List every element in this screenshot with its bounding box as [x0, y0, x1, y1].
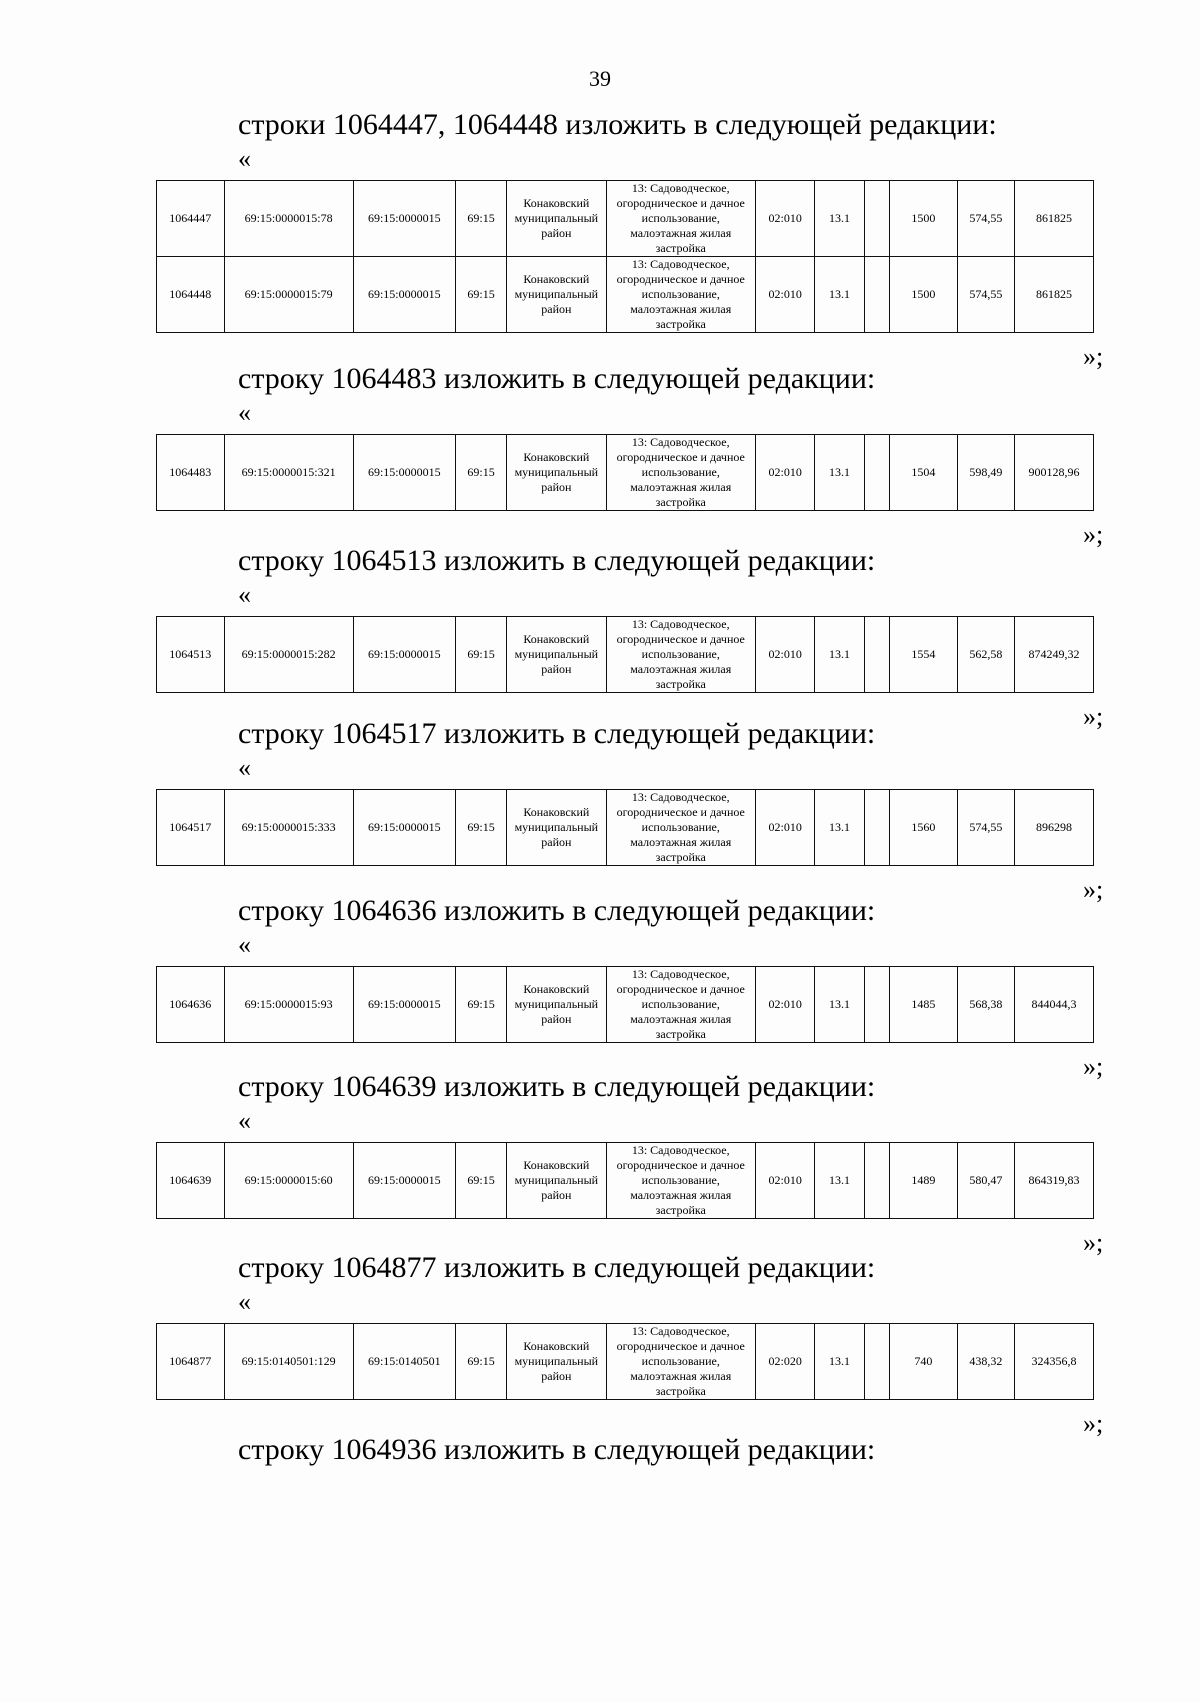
empty-cell-cell [864, 617, 890, 693]
municipality-cell: Конаковский муниципальный район [507, 1324, 606, 1400]
closing-quote: »; [1083, 342, 1104, 371]
segment-code-cell: 13.1 [815, 257, 864, 333]
row-number-cell: 1064447 [157, 181, 225, 257]
section-heading: строку 1064639 изложить в следующей редакции: [238, 1070, 876, 1103]
table-row [157, 181, 1094, 257]
table-row [157, 967, 1094, 1043]
municipality-cell: Конаковский муниципальный район [507, 967, 606, 1043]
municipality-cell: Конаковский муниципальный район [507, 617, 606, 693]
empty-cell-cell [864, 1143, 890, 1219]
table-row [157, 435, 1094, 511]
specific-value-cell: 574,55 [957, 790, 1014, 866]
cadastral-number-cell: 69:15:0140501:129 [224, 1324, 353, 1400]
opening-quote: « [238, 753, 251, 782]
table-row [157, 617, 1094, 693]
area-cell: 740 [890, 1324, 958, 1400]
section-heading: строку 1064877 изложить в следующей редакции: [238, 1251, 876, 1284]
cadastral-block-cell: 69:15:0000015 [353, 1143, 455, 1219]
cadastral-district-cell: 69:15 [455, 181, 506, 257]
land-plot-table [156, 180, 1094, 333]
page-number: 39 [589, 66, 611, 91]
row-number-cell: 1064513 [157, 617, 225, 693]
land-use-group-cell: 13: Садоводческое, огородническое и дачное использование, малоэтажная жилая застройка [606, 181, 756, 257]
zone-code-cell: 02:010 [756, 790, 815, 866]
row-number-cell: 1064877 [157, 1324, 225, 1400]
closing-quote: »; [1083, 1409, 1104, 1438]
segment-code-cell: 13.1 [815, 181, 864, 257]
specific-value-cell: 438,32 [957, 1324, 1014, 1400]
cadastral-value-cell: 864319,83 [1015, 1143, 1094, 1219]
opening-quote: « [238, 1106, 251, 1135]
table-row [157, 257, 1094, 333]
empty-cell-cell [864, 790, 890, 866]
closing-quote: »; [1083, 1052, 1104, 1081]
opening-quote: « [238, 580, 251, 609]
land-use-group-cell: 13: Садоводческое, огородническое и дачное использование, малоэтажная жилая застройка [606, 967, 756, 1043]
segment-code-cell: 13.1 [815, 1143, 864, 1219]
specific-value-cell: 562,58 [957, 617, 1014, 693]
land-use-group-cell: 13: Садоводческое, огородническое и дачное использование, малоэтажная жилая застройка [606, 790, 756, 866]
specific-value-cell: 568,38 [957, 967, 1014, 1043]
cadastral-district-cell: 69:15 [455, 790, 506, 866]
zone-code-cell: 02:010 [756, 435, 815, 511]
zone-code-cell: 02:010 [756, 257, 815, 333]
specific-value-cell: 574,55 [957, 181, 1014, 257]
municipality-cell: Конаковский муниципальный район [507, 1143, 606, 1219]
land-use-group-cell: 13: Садоводческое, огородническое и дачное использование, малоэтажная жилая застройка [606, 617, 756, 693]
section-heading: строку 1064636 изложить в следующей редакции: [238, 894, 876, 927]
cadastral-number-cell: 69:15:0000015:60 [224, 1143, 353, 1219]
opening-quote: « [238, 1287, 251, 1316]
area-cell: 1485 [890, 967, 958, 1043]
closing-quote: »; [1083, 520, 1104, 549]
land-use-group-cell: 13: Садоводческое, огородническое и дачное использование, малоэтажная жилая застройка [606, 257, 756, 333]
zone-code-cell: 02:010 [756, 617, 815, 693]
cadastral-value-cell: 874249,32 [1015, 617, 1094, 693]
cadastral-block-cell: 69:15:0140501 [353, 1324, 455, 1400]
area-cell: 1560 [890, 790, 958, 866]
cadastral-value-cell: 900128,96 [1015, 435, 1094, 511]
cadastral-block-cell: 69:15:0000015 [353, 181, 455, 257]
cadastral-value-cell: 861825 [1015, 181, 1094, 257]
opening-quote: « [238, 398, 251, 427]
opening-quote: « [238, 144, 251, 173]
closing-quote: »; [1083, 1228, 1104, 1257]
specific-value-cell: 580,47 [957, 1143, 1014, 1219]
cadastral-block-cell: 69:15:0000015 [353, 967, 455, 1043]
specific-value-cell: 574,55 [957, 257, 1014, 333]
land-plot-table [156, 789, 1094, 866]
segment-code-cell: 13.1 [815, 617, 864, 693]
zone-code-cell: 02:010 [756, 181, 815, 257]
cadastral-value-cell: 324356,8 [1015, 1324, 1094, 1400]
cadastral-block-cell: 69:15:0000015 [353, 257, 455, 333]
cadastral-district-cell: 69:15 [455, 435, 506, 511]
cadastral-value-cell: 861825 [1015, 257, 1094, 333]
land-plot-table [156, 1142, 1094, 1219]
section-heading: строку 1064483 изложить в следующей редакции: [238, 362, 876, 395]
municipality-cell: Конаковский муниципальный район [507, 257, 606, 333]
row-number-cell: 1064448 [157, 257, 225, 333]
cadastral-value-cell: 844044,3 [1015, 967, 1094, 1043]
cadastral-block-cell: 69:15:0000015 [353, 435, 455, 511]
cadastral-district-cell: 69:15 [455, 967, 506, 1043]
table-row [157, 1143, 1094, 1219]
row-number-cell: 1064636 [157, 967, 225, 1043]
cadastral-district-cell: 69:15 [455, 1143, 506, 1219]
area-cell: 1504 [890, 435, 958, 511]
empty-cell-cell [864, 257, 890, 333]
row-number-cell: 1064639 [157, 1143, 225, 1219]
empty-cell-cell [864, 967, 890, 1043]
cadastral-number-cell: 69:15:0000015:79 [224, 257, 353, 333]
municipality-cell: Конаковский муниципальный район [507, 435, 606, 511]
segment-code-cell: 13.1 [815, 435, 864, 511]
land-plot-table [156, 434, 1094, 511]
specific-value-cell: 598,49 [957, 435, 1014, 511]
cadastral-district-cell: 69:15 [455, 257, 506, 333]
land-plot-table [156, 1323, 1094, 1400]
row-number-cell: 1064517 [157, 790, 225, 866]
cadastral-number-cell: 69:15:0000015:282 [224, 617, 353, 693]
empty-cell-cell [864, 1324, 890, 1400]
municipality-cell: Конаковский муниципальный район [507, 181, 606, 257]
land-use-group-cell: 13: Садоводческое, огородническое и дачное использование, малоэтажная жилая застройка [606, 435, 756, 511]
segment-code-cell: 13.1 [815, 790, 864, 866]
area-cell: 1489 [890, 1143, 958, 1219]
area-cell: 1500 [890, 181, 958, 257]
empty-cell-cell [864, 435, 890, 511]
section-heading: строки 1064447, 1064448 изложить в следующей редакции: [238, 108, 997, 141]
zone-code-cell: 02:010 [756, 967, 815, 1043]
empty-cell-cell [864, 181, 890, 257]
table-row [157, 1324, 1094, 1400]
land-plot-table [156, 616, 1094, 693]
table-row [157, 790, 1094, 866]
cadastral-number-cell: 69:15:0000015:78 [224, 181, 353, 257]
land-plot-table [156, 966, 1094, 1043]
cadastral-number-cell: 69:15:0000015:93 [224, 967, 353, 1043]
row-number-cell: 1064483 [157, 435, 225, 511]
land-use-group-cell: 13: Садоводческое, огородническое и дачное использование, малоэтажная жилая застройка [606, 1143, 756, 1219]
cadastral-block-cell: 69:15:0000015 [353, 617, 455, 693]
section-heading: строку 1064517 изложить в следующей редакции: [238, 717, 876, 750]
closing-quote: »; [1083, 702, 1104, 731]
opening-quote: « [238, 930, 251, 959]
segment-code-cell: 13.1 [815, 1324, 864, 1400]
cadastral-district-cell: 69:15 [455, 617, 506, 693]
zone-code-cell: 02:010 [756, 1143, 815, 1219]
segment-code-cell: 13.1 [815, 967, 864, 1043]
land-use-group-cell: 13: Садоводческое, огородническое и дачное использование, малоэтажная жилая застройка [606, 1324, 756, 1400]
closing-quote: »; [1083, 875, 1104, 904]
cadastral-district-cell: 69:15 [455, 1324, 506, 1400]
area-cell: 1554 [890, 617, 958, 693]
section-heading: строку 1064936 изложить в следующей редакции: [238, 1433, 876, 1466]
cadastral-number-cell: 69:15:0000015:321 [224, 435, 353, 511]
cadastral-value-cell: 896298 [1015, 790, 1094, 866]
cadastral-number-cell: 69:15:0000015:333 [224, 790, 353, 866]
zone-code-cell: 02:020 [756, 1324, 815, 1400]
cadastral-block-cell: 69:15:0000015 [353, 790, 455, 866]
area-cell: 1500 [890, 257, 958, 333]
section-heading: строку 1064513 изложить в следующей редакции: [238, 544, 876, 577]
municipality-cell: Конаковский муниципальный район [507, 790, 606, 866]
